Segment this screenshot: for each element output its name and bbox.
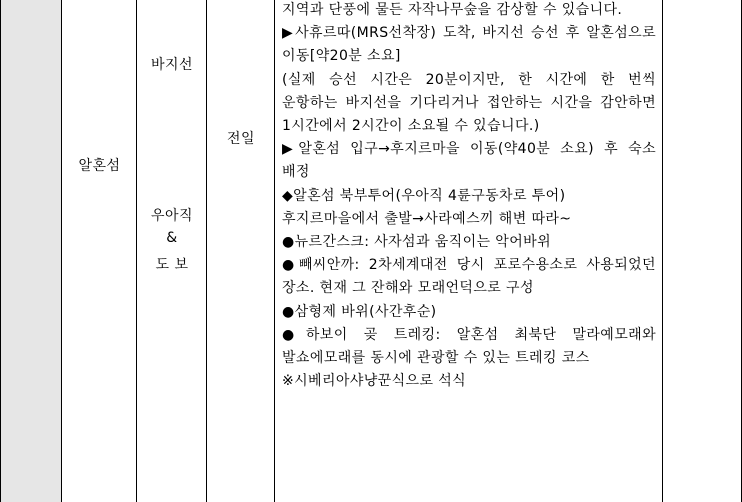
- description-cell: [282, 0, 656, 393]
- transport-walk: 도 보: [155, 257, 189, 273]
- transport-and: &: [166, 230, 178, 246]
- desc-line: ●빼씨안까: 2차세계대전 당시 포로수용소로 사용되었던 장소. 현재 그 잔해와 모래언덕으로 구성: [282, 257, 656, 297]
- time-slot-cell: 전일: [226, 131, 256, 147]
- time-column: [207, 0, 275, 502]
- meal-column: [663, 0, 742, 502]
- desc-line: ◆알혼섬 북부투어(우아직 4륜구동차로 투어): [282, 187, 566, 204]
- desc-line: ●삼형제 바위(사간후순): [282, 303, 437, 320]
- desc-line: ●뉴르간스크: 사자섬과 움직이는 악어바위: [282, 234, 551, 251]
- transport-column: [137, 0, 207, 502]
- region-cell: 알혼섬: [78, 158, 121, 174]
- transport-barge: 바지선: [150, 57, 194, 73]
- label-column: [0, 0, 62, 502]
- desc-line: 후지르마을에서 출발→사라예스끼 해변 따라~: [282, 210, 572, 227]
- desc-line: ▶알혼섬 입구→후지르마을 이동(약40분 소요) 후 숙소 배정: [282, 141, 656, 181]
- desc-line: ●하보이 곶 트레킹: 알혼섬 최북단 말라예모래와 발쇼에모래를 동시에 관광할 수 있는 트레킹 코스: [282, 326, 656, 367]
- desc-line: (실제 승선 시간은 20분이지만, 한 시간에 한 번씩 운항하는 바지선을 기다리거나 접안하는 시간을 감안하면 1시간에서 2시간이 소요될 수 있습니다.): [282, 71, 656, 135]
- desc-line: ▶사휴르따(MRS선착장) 도착, 바지선 승선 후 알혼섬으로 이동[약20분 소요]: [282, 25, 656, 65]
- desc-line: 지역과 단풍에 물든 자작나무숲을 감상할 수 있습니다.: [282, 2, 623, 18]
- desc-line: ※시베리아샤냥꾼식으로 석식: [282, 373, 467, 390]
- region-column: [62, 0, 137, 502]
- transport-uaz: 우아직: [150, 208, 194, 224]
